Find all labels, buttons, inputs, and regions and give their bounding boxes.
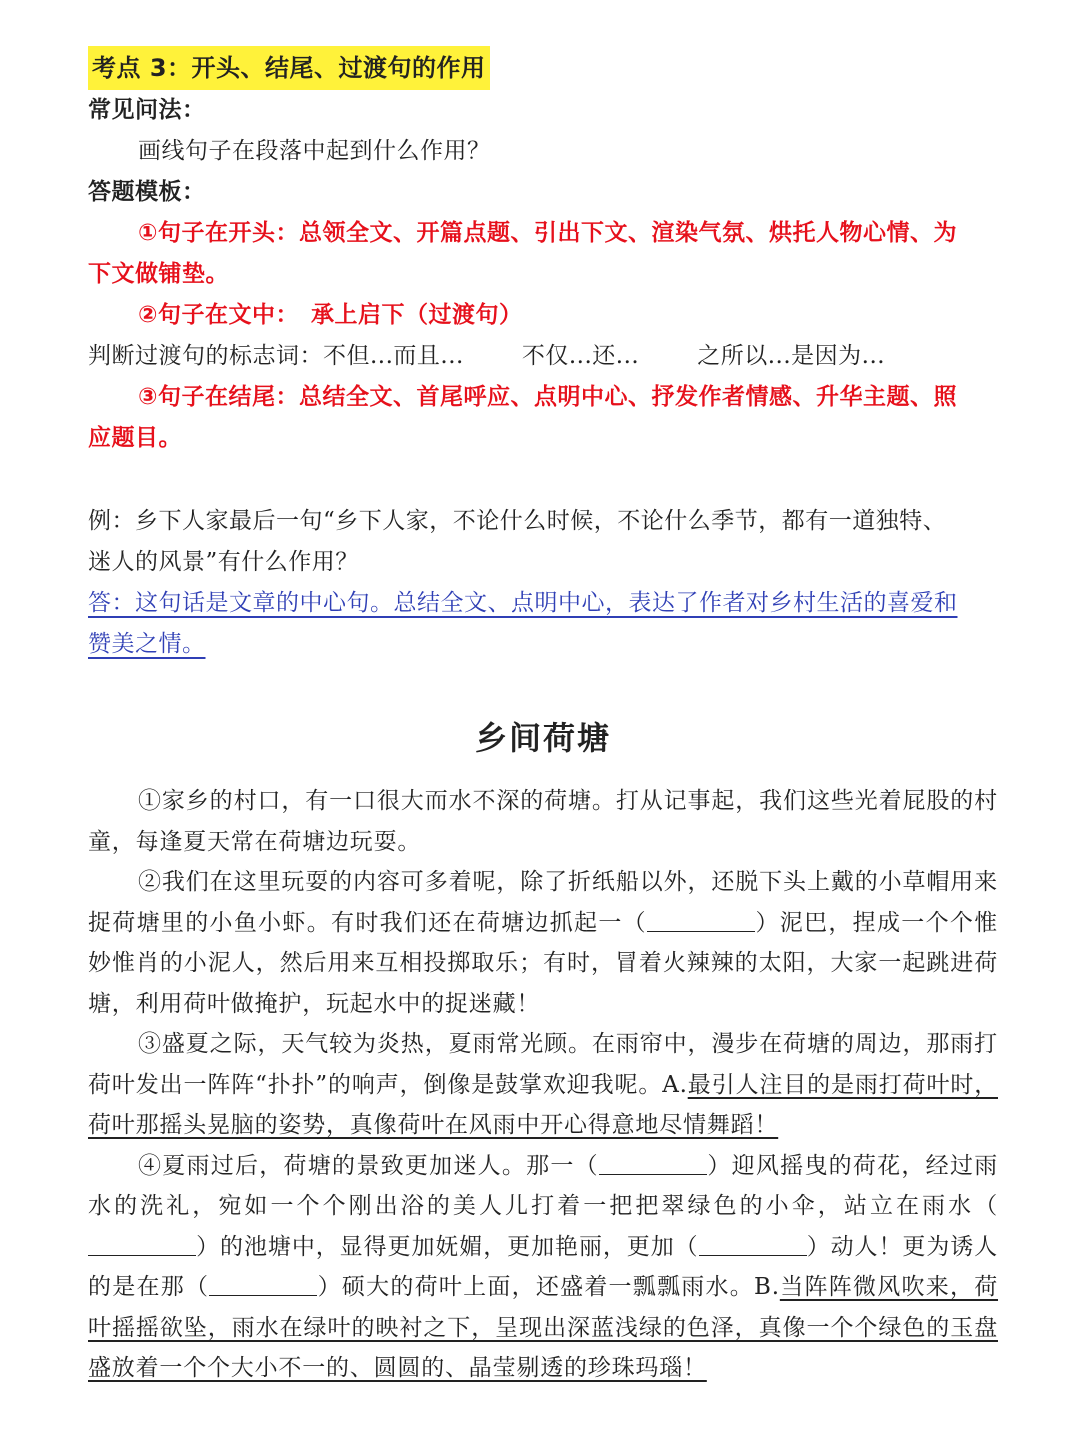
template-item-3-cont: 应题目。 — [88, 425, 182, 451]
article-title: 乡间荷塘 — [474, 719, 611, 757]
marker-1: 不但...而且... — [323, 343, 464, 369]
marker-3: 之所以...是因为... — [697, 343, 886, 369]
fill-blank[interactable] — [699, 1233, 807, 1256]
markers-label: 判断过渡句的标志词： — [88, 343, 323, 369]
heading-row — [88, 46, 998, 90]
template-item-2: ②句子在文中： 承上启下（过渡句） — [138, 302, 523, 328]
underlined-sentence-a: 最引人注目的是雨打荷叶时，荷叶那摇头晃脑的姿势，真像荷叶在风雨中开心得意地尽情舞蹈！ — [88, 1071, 998, 1138]
example-answer: 答：这句话是文章的中心句。总结全文、点明中心，表达了作者对乡村生活的喜爱和 — [88, 590, 958, 616]
article-paragraph-1: ①家乡的村口，有一口很大而水不深的荷塘。打从记事起，我们这些光着屁股的村童，每逢夏天常在荷塘边玩耍。 — [88, 788, 998, 855]
example-question: 例：乡下人家最后一句“乡下人家，不论什么时候，不论什么季节，都有一道独特、 — [88, 508, 947, 534]
example-question-cont: 迷人的风景”有什么作用？ — [88, 549, 359, 575]
marker-2: 不仅...还... — [521, 343, 640, 369]
fill-blank[interactable] — [209, 1273, 317, 1296]
template-item-1: ①句子在开头：总领全文、开篇点题、引出下文、渲染气氛、烘托人物心情、为 — [138, 220, 957, 246]
underlined-sentence-b: 当阵阵微风吹来，荷叶摇摇欲坠，雨水在绿叶的映衬之下，呈现出深蓝浅绿的色泽，真像一个个绿色的玉盘盛放着一个个大小不一的、圆圆的、晶莹剔透的珍珠玛瑙！ — [88, 1274, 999, 1381]
article-paragraph-2: ②我们在这里玩耍的内容可多着呢，除了折纸船以外，还脱下头上戴的小草帽用来捉荷塘里的小鱼小虾。有时我们还在荷塘边抓起一（ ）泥巴，捏成一个个惟妙惟肖的小泥人，然后用来互相投掷取乐；有时，冒着火辣辣的太阳，大家一起跳进荷塘，利用荷叶做掩护，玩起水中的捉迷藏！ — [88, 869, 998, 1017]
fill-blank[interactable] — [599, 1152, 707, 1175]
template-item-1-cont: 下文做铺垫。 — [88, 261, 229, 287]
template-item-3: ③句子在结尾：总结全文、首尾呼应、点明中心、抒发作者情感、升华主题、照 — [138, 384, 957, 410]
fill-blank[interactable] — [88, 1233, 196, 1256]
document-page — [88, 46, 998, 1389]
article-paragraph-4: ④夏雨过后，荷塘的景致更加迷人。那一（ ）迎风摇曳的荷花，经过雨水的洗礼，宛如一个个刚出浴的美人儿打着一把把翠绿色的小伞，站立在雨水（）的池塘中，显得更加妩媚，更加艳丽，更加（ ）动人！更为诱人的是在那（ ）硕大的荷叶上面，还盛着一瓢瓢雨水。B.当阵阵微风吹来，荷叶摇摇欲坠，雨水在绿叶的映衬之下，呈现出深蓝浅绿的色泽，真像一个个绿色的玉盘盛放着一个个大小不一的、圆圆的、晶莹剔透的珍珠玛瑙！ — [88, 1152, 999, 1381]
common-question-label: 常见问法： — [88, 97, 206, 123]
common-question-text: 画线句子在段落中起到什么作用？ — [138, 138, 491, 164]
section-heading: 考点 3：开头、结尾、过渡句的作用 — [88, 46, 490, 90]
fill-blank[interactable] — [647, 909, 755, 932]
article-paragraph-3: ③盛夏之际，天气较为炎热，夏雨常光顾。在雨帘中，漫步在荷塘的周边，那雨打荷叶发出一阵阵“扑扑”的响声，倒像是鼓掌欢迎我呢。A.最引人注目的是雨打荷叶时，荷叶那摇头晃脑的姿势，真像荷叶在风雨中开心得意地尽情舞蹈！ — [88, 1031, 998, 1138]
example-answer-cont: 赞美之情。 — [88, 631, 206, 657]
transition-markers — [88, 336, 998, 377]
template-label: 答题模板： — [88, 179, 206, 205]
